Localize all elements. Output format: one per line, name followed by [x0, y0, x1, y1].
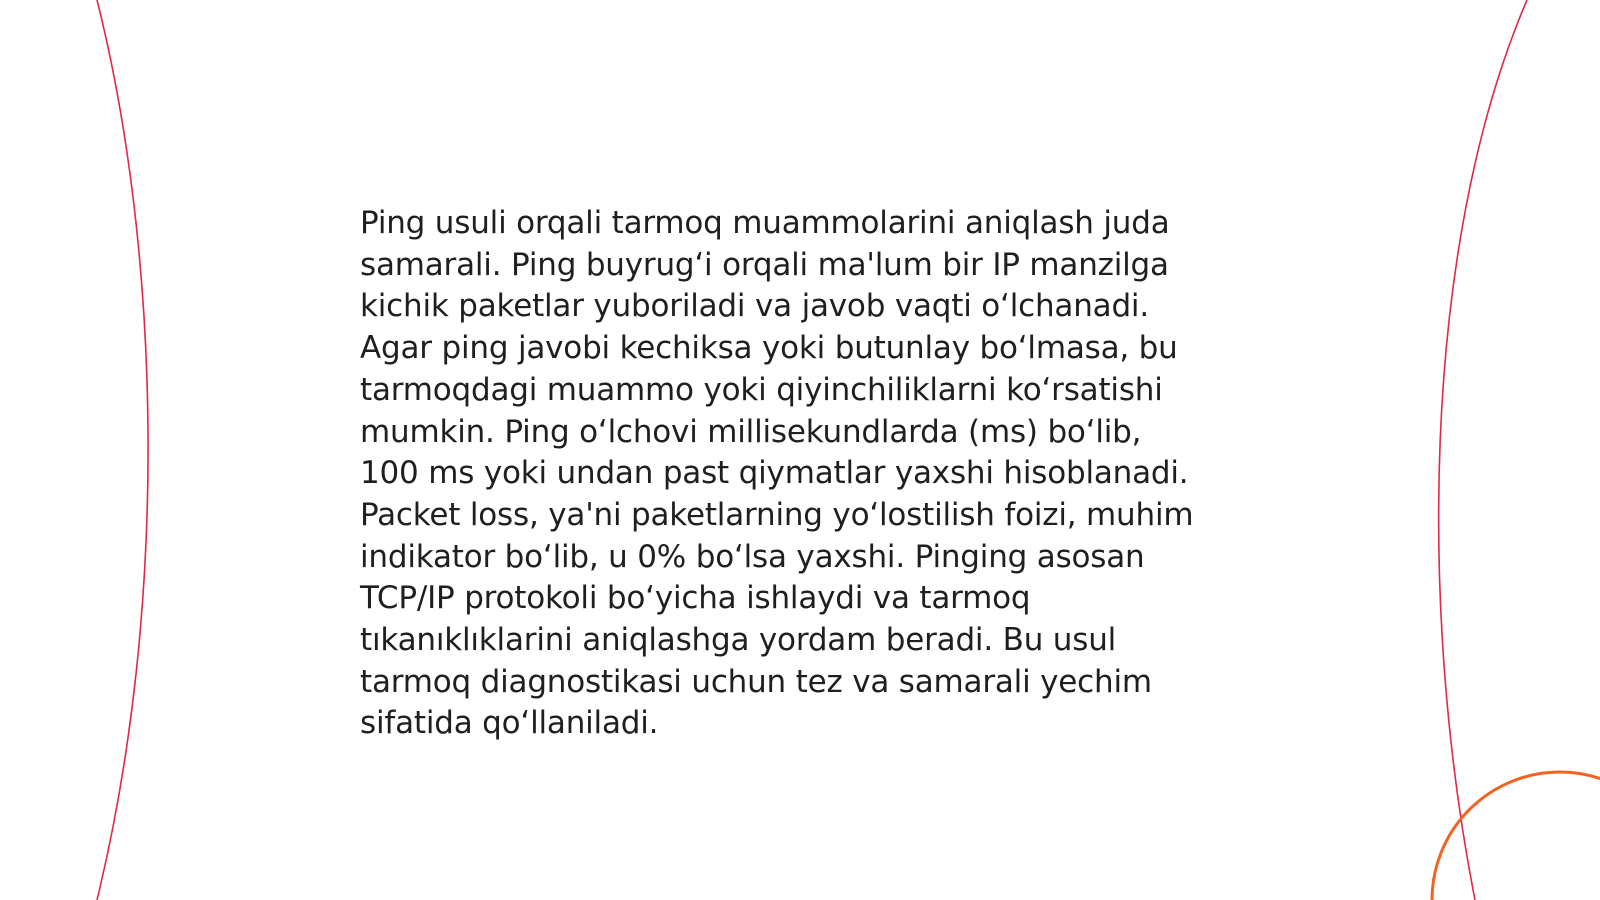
left-decorative-curve — [97, 0, 148, 900]
right-decorative-curve — [1439, 0, 1527, 900]
paragraph-line: indikator bo‘lib, u 0% bo‘lsa yaxshi. Pinging asosan — [360, 538, 1145, 575]
paragraph-line: samarali. Ping buyrug‘i orqali ma'lum bir IP manzilga — [360, 246, 1169, 283]
paragraph-line: Ping usuli orqali tarmoq muammolarini aniqlash juda — [360, 205, 1170, 241]
paragraph-line: tarmoq diagnostikasi uchun tez va samarali yechim — [360, 663, 1152, 700]
paragraph-line: Packet loss, ya'ni paketlarning yo‘lostilish foizi, muhim — [360, 496, 1194, 533]
paragraph-line: sifatida qo‘llaniladi. — [360, 705, 659, 742]
paragraph-line: Agar ping javobi kechiksa yoki butunlay bo‘lmasa, bu — [360, 330, 1178, 367]
paragraph-line: tıkanıklıklarini aniqlashga yordam beradi. Bu usul — [360, 622, 1117, 659]
paragraph-line: tarmoqdagi muammo yoki qiyinchiliklarni ko‘rsatishi — [360, 371, 1163, 408]
paragraph-line: kichik paketlar yuboriladi va javob vaqti o‘lchanadi. — [360, 288, 1149, 325]
paragraph-line: TCP/IP protokoli bo‘yicha ishlaydi va tarmoq — [360, 580, 1031, 617]
paragraph-line: mumkin. Ping o‘lchovi millisekundlarda (ms) bo‘lib, — [360, 413, 1142, 450]
body-paragraph — [360, 203, 1260, 745]
paragraph-line: 100 ms yoki undan past qiymatlar yaxshi hisoblanadi. — [360, 455, 1189, 492]
